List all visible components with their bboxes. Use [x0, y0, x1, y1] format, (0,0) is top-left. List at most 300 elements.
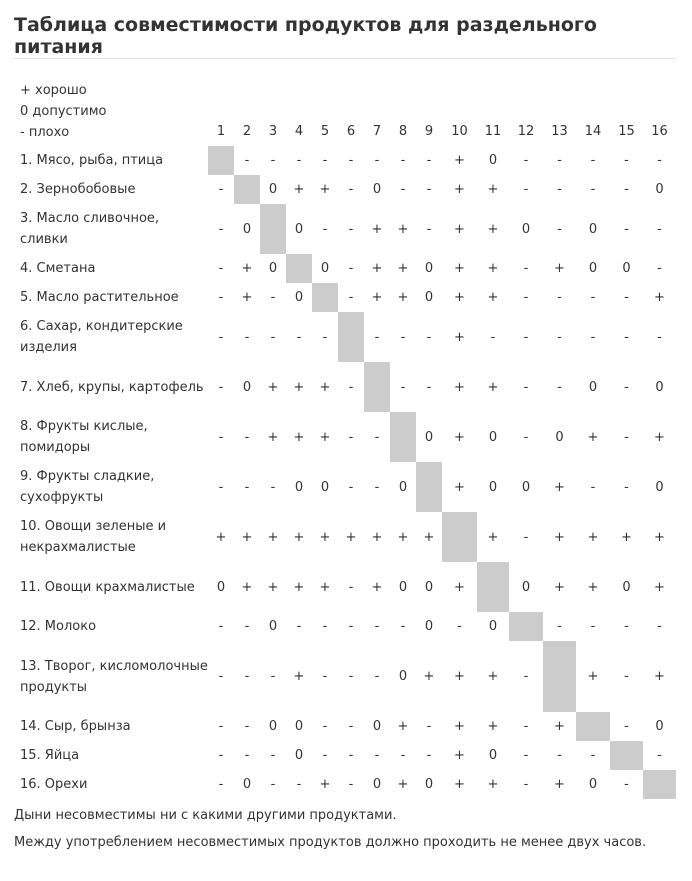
row-label: 8. Фрукты кислые, помидоры — [20, 419, 148, 455]
row-label: 15. Яйца — [20, 748, 80, 763]
table-cell: - — [657, 329, 662, 345]
table-cell: + — [454, 329, 465, 345]
table-cell: - — [374, 329, 380, 345]
table-cell: + — [293, 429, 305, 445]
table-cell: - — [590, 153, 596, 168]
table-cell: + — [267, 529, 279, 545]
legend-good: + хорошо — [20, 83, 87, 98]
table-cell: 0 — [268, 619, 278, 634]
table-cell: + — [487, 777, 499, 792]
row-label: 2. Зернобобовые — [20, 182, 136, 197]
table-cell: + — [554, 579, 565, 595]
table-cell: 0 — [655, 479, 664, 495]
table-cell: 0 — [242, 221, 252, 237]
table-cell: 0 — [488, 153, 498, 168]
table-cell: - — [244, 329, 250, 345]
table-cell: + — [554, 479, 565, 495]
column-header: 4 — [294, 124, 304, 139]
table-cell: - — [270, 479, 276, 495]
row-label: 12. Молоко — [20, 619, 97, 634]
legend-acceptable: 0 допустимо — [20, 104, 107, 119]
table-cell: - — [557, 379, 562, 395]
table-cell: - — [590, 479, 596, 495]
table-cell: - — [296, 619, 302, 634]
table-cell: + — [293, 379, 305, 395]
table-cell: + — [554, 261, 565, 276]
note-melons: Дыни несовместимы ни с какими другими продуктами. — [14, 808, 397, 823]
column-header: 16 — [651, 124, 668, 139]
table-row — [14, 175, 676, 204]
column-header: 9 — [424, 124, 434, 139]
table-cell: + — [371, 529, 383, 545]
table-cell: + — [454, 669, 465, 684]
table-cell: 0 — [398, 579, 408, 595]
table-cell: 0 — [488, 619, 498, 634]
legend-bad: - плохо — [20, 125, 70, 140]
diagonal-cell — [312, 283, 338, 312]
column-header: 6 — [346, 124, 356, 139]
column-header: 1 — [216, 124, 226, 139]
table-cell: + — [319, 379, 331, 395]
table-cell: + — [454, 221, 465, 237]
table-cell: + — [319, 777, 331, 792]
table-cell: 0 — [372, 719, 382, 734]
diagonal-cell — [390, 412, 416, 462]
table-cell: - — [624, 221, 629, 237]
table-body — [14, 146, 676, 799]
table-cell: - — [523, 329, 529, 345]
table-cell: - — [348, 579, 354, 595]
table-cell: 0 — [588, 261, 598, 276]
table-cell: + — [241, 529, 253, 545]
table-cell: - — [296, 153, 302, 168]
table-cell: + — [454, 579, 465, 595]
table-cell: 0 — [398, 669, 408, 684]
table-cell: + — [454, 182, 465, 197]
diagonal-cell — [610, 741, 643, 770]
table-cell: - — [270, 748, 276, 763]
table-cell: 0 — [424, 261, 434, 276]
table-cell: 0 — [424, 290, 434, 305]
table-cell: + — [487, 669, 499, 684]
table-cell: 0 — [294, 221, 304, 237]
table-cell: - — [374, 479, 380, 495]
table-cell: 0 — [588, 777, 598, 792]
table-cell: - — [270, 290, 276, 305]
table-cell: + — [241, 261, 253, 276]
table-cell: + — [423, 529, 435, 545]
diagonal-cell — [338, 312, 364, 362]
legend — [14, 78, 208, 146]
table-cell: - — [348, 669, 354, 684]
table-cell: - — [426, 329, 432, 345]
table-cell: - — [624, 153, 629, 168]
table-cell: + — [454, 290, 465, 305]
table-cell: - — [270, 329, 276, 345]
table-cell: - — [426, 719, 432, 734]
table-cell: - — [218, 429, 224, 445]
table-cell: - — [218, 619, 224, 634]
table-cell: + — [423, 669, 435, 684]
table-cell: - — [624, 329, 629, 345]
table-cell: + — [397, 221, 409, 237]
table-cell: - — [657, 619, 662, 634]
table-cell: + — [371, 290, 383, 305]
table-cell: + — [587, 529, 599, 545]
diagonal-cell — [442, 512, 477, 562]
diagonal-cell — [234, 175, 260, 204]
table-cell: - — [400, 153, 406, 168]
table-cell: 0 — [268, 261, 278, 276]
table-cell: + — [654, 529, 665, 545]
table-cell: + — [267, 579, 279, 595]
table-cell: - — [348, 429, 354, 445]
table-cell: 0 — [588, 221, 598, 237]
table-cell: - — [218, 221, 224, 237]
table-cell: + — [267, 429, 279, 445]
table-cell: + — [345, 529, 357, 545]
table-cell: + — [293, 529, 305, 545]
table-cell: 0 — [216, 579, 226, 595]
table-cell: 0 — [655, 182, 664, 197]
table-cell: 0 — [424, 579, 434, 595]
table-row — [14, 146, 676, 175]
table-cell: + — [319, 529, 331, 545]
table-cell: - — [490, 329, 496, 345]
table-cell: - — [270, 777, 276, 792]
table-cell: + — [454, 719, 465, 734]
column-header: 11 — [484, 124, 502, 139]
table-cell: - — [400, 182, 406, 197]
table-cell: - — [400, 619, 406, 634]
table-cell: 0 — [655, 379, 664, 395]
table-cell: 0 — [424, 429, 434, 445]
table-cell: - — [426, 748, 432, 763]
table-cell: - — [624, 290, 629, 305]
table-cell: - — [523, 529, 529, 545]
table-cell: + — [293, 669, 305, 684]
table-cell: + — [454, 153, 465, 168]
diagonal-cell — [286, 254, 312, 283]
row-label: 16. Орехи — [20, 777, 88, 792]
table-cell: - — [590, 182, 596, 197]
table-cell: + — [454, 748, 465, 763]
table-cell: - — [270, 669, 276, 684]
table-cell: + — [487, 290, 499, 305]
table-cell: - — [624, 479, 629, 495]
table-cell: 0 — [488, 429, 498, 445]
row-label: 14. Сыр, брынза — [20, 719, 131, 734]
table-row — [14, 770, 676, 799]
table-cell: + — [371, 221, 383, 237]
table-cell: 0 — [242, 777, 252, 792]
table-cell: - — [348, 261, 354, 276]
column-header: 8 — [398, 124, 408, 139]
table-cell: - — [657, 153, 662, 168]
table-row — [14, 362, 676, 412]
table-cell: - — [348, 290, 354, 305]
table-row — [14, 712, 676, 741]
table-cell: 0 — [294, 719, 304, 734]
table-cell: - — [348, 379, 354, 395]
table-cell: - — [348, 777, 354, 792]
column-header: 14 — [584, 124, 602, 139]
table-cell: + — [654, 579, 665, 595]
table-cell: - — [322, 619, 328, 634]
row-label: 6. Сахар, кондитерские изделия — [20, 319, 183, 355]
table-cell: + — [397, 261, 409, 276]
table-cell: - — [523, 261, 529, 276]
table-cell: + — [241, 290, 253, 305]
table-cell: - — [624, 379, 629, 395]
row-label: 3. Масло сливочное, сливки — [20, 211, 160, 247]
table-cell: - — [426, 221, 432, 237]
table-cell: 0 — [424, 777, 434, 792]
table-cell: - — [296, 329, 302, 345]
table-cell: + — [454, 379, 465, 395]
table-cell: 0 — [320, 479, 330, 495]
table-cell: 0 — [398, 479, 408, 495]
table-cell: + — [397, 777, 409, 792]
table-cell: - — [557, 221, 562, 237]
table-row — [14, 283, 676, 312]
table-cell: 0 — [372, 777, 382, 792]
table-cell: - — [426, 182, 432, 197]
table-cell: - — [218, 261, 224, 276]
row-label: 7. Хлеб, крупы, картофель — [20, 379, 204, 395]
table-cell: - — [523, 777, 529, 792]
table-cell: + — [487, 379, 499, 395]
table-cell: - — [624, 777, 629, 792]
table-cell: - — [244, 429, 250, 445]
table-cell: - — [348, 153, 354, 168]
table-row — [14, 512, 676, 562]
table-cell: - — [657, 221, 662, 237]
diagonal-cell — [509, 612, 543, 641]
column-header: 2 — [242, 124, 252, 139]
table-cell: - — [523, 182, 529, 197]
table-cell: 0 — [488, 479, 498, 495]
diagonal-cell — [477, 562, 509, 612]
header-row — [14, 78, 676, 146]
table-cell: 0 — [320, 261, 330, 276]
table-cell: - — [657, 261, 662, 276]
table-cell: - — [218, 290, 224, 305]
table-cell: 0 — [521, 479, 531, 495]
table-cell: - — [374, 669, 380, 684]
table-cell: 0 — [268, 182, 278, 197]
table-cell: + — [654, 290, 665, 305]
table-cell: - — [400, 748, 406, 763]
table-cell: - — [348, 182, 354, 197]
table-cell: - — [374, 153, 380, 168]
row-label: 5. Масло растительное — [20, 290, 179, 305]
table-cell: - — [218, 777, 224, 792]
table-cell: 0 — [372, 182, 382, 197]
table-cell: + — [267, 379, 279, 395]
page-title: Таблица совместимости продуктов для раздельного питания — [14, 14, 597, 58]
diagonal-cell — [208, 146, 234, 175]
table-cell: - — [557, 182, 562, 197]
table-cell: - — [624, 182, 629, 197]
table-cell: - — [218, 329, 224, 345]
table-cell: + — [487, 719, 499, 734]
table-cell: - — [426, 379, 432, 395]
table-cell: - — [557, 153, 562, 168]
table-cell: - — [322, 221, 328, 237]
table-cell: - — [244, 479, 250, 495]
table-cell: - — [374, 619, 380, 634]
table-cell: - — [657, 748, 662, 763]
table-row — [14, 204, 676, 254]
row-label: 1. Мясо, рыба, птица — [20, 153, 164, 168]
table-cell: 0 — [294, 479, 304, 495]
column-header: 15 — [618, 124, 635, 139]
diagonal-cell — [416, 462, 442, 512]
table-cell: + — [487, 221, 499, 237]
table-cell: - — [244, 748, 250, 763]
table-cell: - — [348, 221, 354, 237]
table-cell: - — [218, 719, 224, 734]
table-cell: - — [218, 669, 224, 684]
table-cell: - — [244, 619, 250, 634]
table-cell: - — [457, 619, 462, 634]
table-cell: - — [557, 619, 562, 634]
table-cell: 0 — [521, 579, 531, 595]
column-header: 10 — [451, 124, 468, 139]
table-cell: + — [454, 261, 465, 276]
table-cell: + — [487, 261, 499, 276]
table-row — [14, 562, 676, 612]
table-cell: - — [557, 329, 562, 345]
table-cell: - — [590, 748, 596, 763]
table-cell: - — [348, 619, 354, 634]
table-row — [14, 612, 676, 641]
table-cell: + — [293, 182, 305, 197]
row-label: 10. Овощи зеленые и некрахмалистые — [20, 519, 167, 555]
table-cell: 0 — [424, 619, 434, 634]
table-cell: + — [397, 529, 409, 545]
table-cell: - — [244, 153, 250, 168]
table-cell: + — [454, 429, 465, 445]
table-cell: + — [554, 777, 565, 792]
table-cell: - — [624, 669, 629, 684]
row-label: 11. Овощи крахмалистые — [20, 579, 195, 595]
table-cell: 0 — [488, 748, 498, 763]
table-cell: - — [218, 182, 224, 197]
table-cell: + — [319, 429, 331, 445]
table-row — [14, 641, 676, 712]
table-cell: + — [293, 579, 305, 595]
table-cell: 0 — [588, 379, 598, 395]
table-cell: + — [371, 261, 383, 276]
table-cell: - — [270, 153, 276, 168]
table-cell: + — [654, 429, 665, 445]
table-cell: + — [454, 777, 465, 792]
table-cell: 0 — [622, 579, 631, 595]
table-cell: - — [322, 153, 328, 168]
diagonal-cell — [364, 362, 390, 412]
table-cell: - — [218, 748, 224, 763]
column-header: 13 — [551, 124, 568, 139]
table-row — [14, 312, 676, 362]
table-cell: - — [523, 153, 529, 168]
table-cell: - — [523, 429, 529, 445]
table-row — [14, 254, 676, 283]
table-cell: + — [554, 529, 565, 545]
table-cell: + — [319, 579, 331, 595]
table-row — [14, 741, 676, 770]
column-header: 3 — [268, 124, 278, 139]
table-cell: 0 — [521, 221, 531, 237]
table-cell: - — [523, 669, 529, 684]
table-cell: - — [322, 329, 328, 345]
table-cell: - — [400, 379, 406, 395]
note-interval: Между употреблением несовместимых продуктов должно проходить не менее двух часов. — [14, 835, 647, 850]
table-cell: 0 — [655, 719, 664, 734]
table-cell: 0 — [242, 379, 252, 395]
table-cell: - — [374, 748, 380, 763]
table-cell: + — [241, 579, 253, 595]
compatibility-table — [14, 78, 676, 799]
table-cell: + — [397, 290, 409, 305]
table-cell: + — [587, 579, 599, 595]
table-cell: + — [621, 529, 632, 545]
diagonal-cell — [543, 641, 576, 712]
table-cell: - — [426, 153, 432, 168]
table-row — [14, 462, 676, 512]
table-cell: + — [554, 719, 565, 734]
title-divider — [14, 58, 676, 59]
table-cell: + — [487, 529, 499, 545]
table-cell: - — [244, 669, 250, 684]
table-cell: - — [557, 748, 562, 763]
diagonal-cell — [260, 204, 286, 254]
table-cell: - — [296, 777, 302, 792]
table-cell: + — [215, 529, 227, 545]
table-cell: - — [523, 379, 529, 395]
column-header: 7 — [372, 124, 382, 139]
table-cell: + — [371, 579, 383, 595]
table-cell: + — [487, 182, 499, 197]
table-cell: - — [590, 329, 596, 345]
table-cell: - — [523, 290, 529, 305]
table-cell: 0 — [294, 290, 304, 305]
diagonal-cell — [643, 770, 676, 799]
table-cell: - — [624, 719, 629, 734]
diagonal-cell — [576, 712, 610, 741]
table-cell: - — [523, 719, 529, 734]
row-label: 13. Творог, кисломолочные продукты — [20, 658, 208, 695]
column-header: 12 — [517, 124, 535, 139]
table-cell: - — [590, 619, 596, 634]
table-cell: - — [322, 719, 328, 734]
table-cell: - — [400, 329, 406, 345]
table-cell: - — [322, 669, 328, 684]
table-cell: - — [218, 479, 224, 495]
table-cell: + — [397, 719, 409, 734]
table-cell: + — [319, 182, 331, 197]
table-cell: - — [624, 429, 629, 445]
table-cell: + — [454, 479, 465, 495]
table-cell: - — [218, 379, 224, 395]
table-cell: - — [348, 719, 354, 734]
table-cell: - — [624, 619, 629, 634]
table-cell: - — [523, 748, 529, 763]
table-cell: - — [322, 748, 328, 763]
table-cell: 0 — [268, 719, 278, 734]
table-cell: 0 — [555, 429, 564, 445]
